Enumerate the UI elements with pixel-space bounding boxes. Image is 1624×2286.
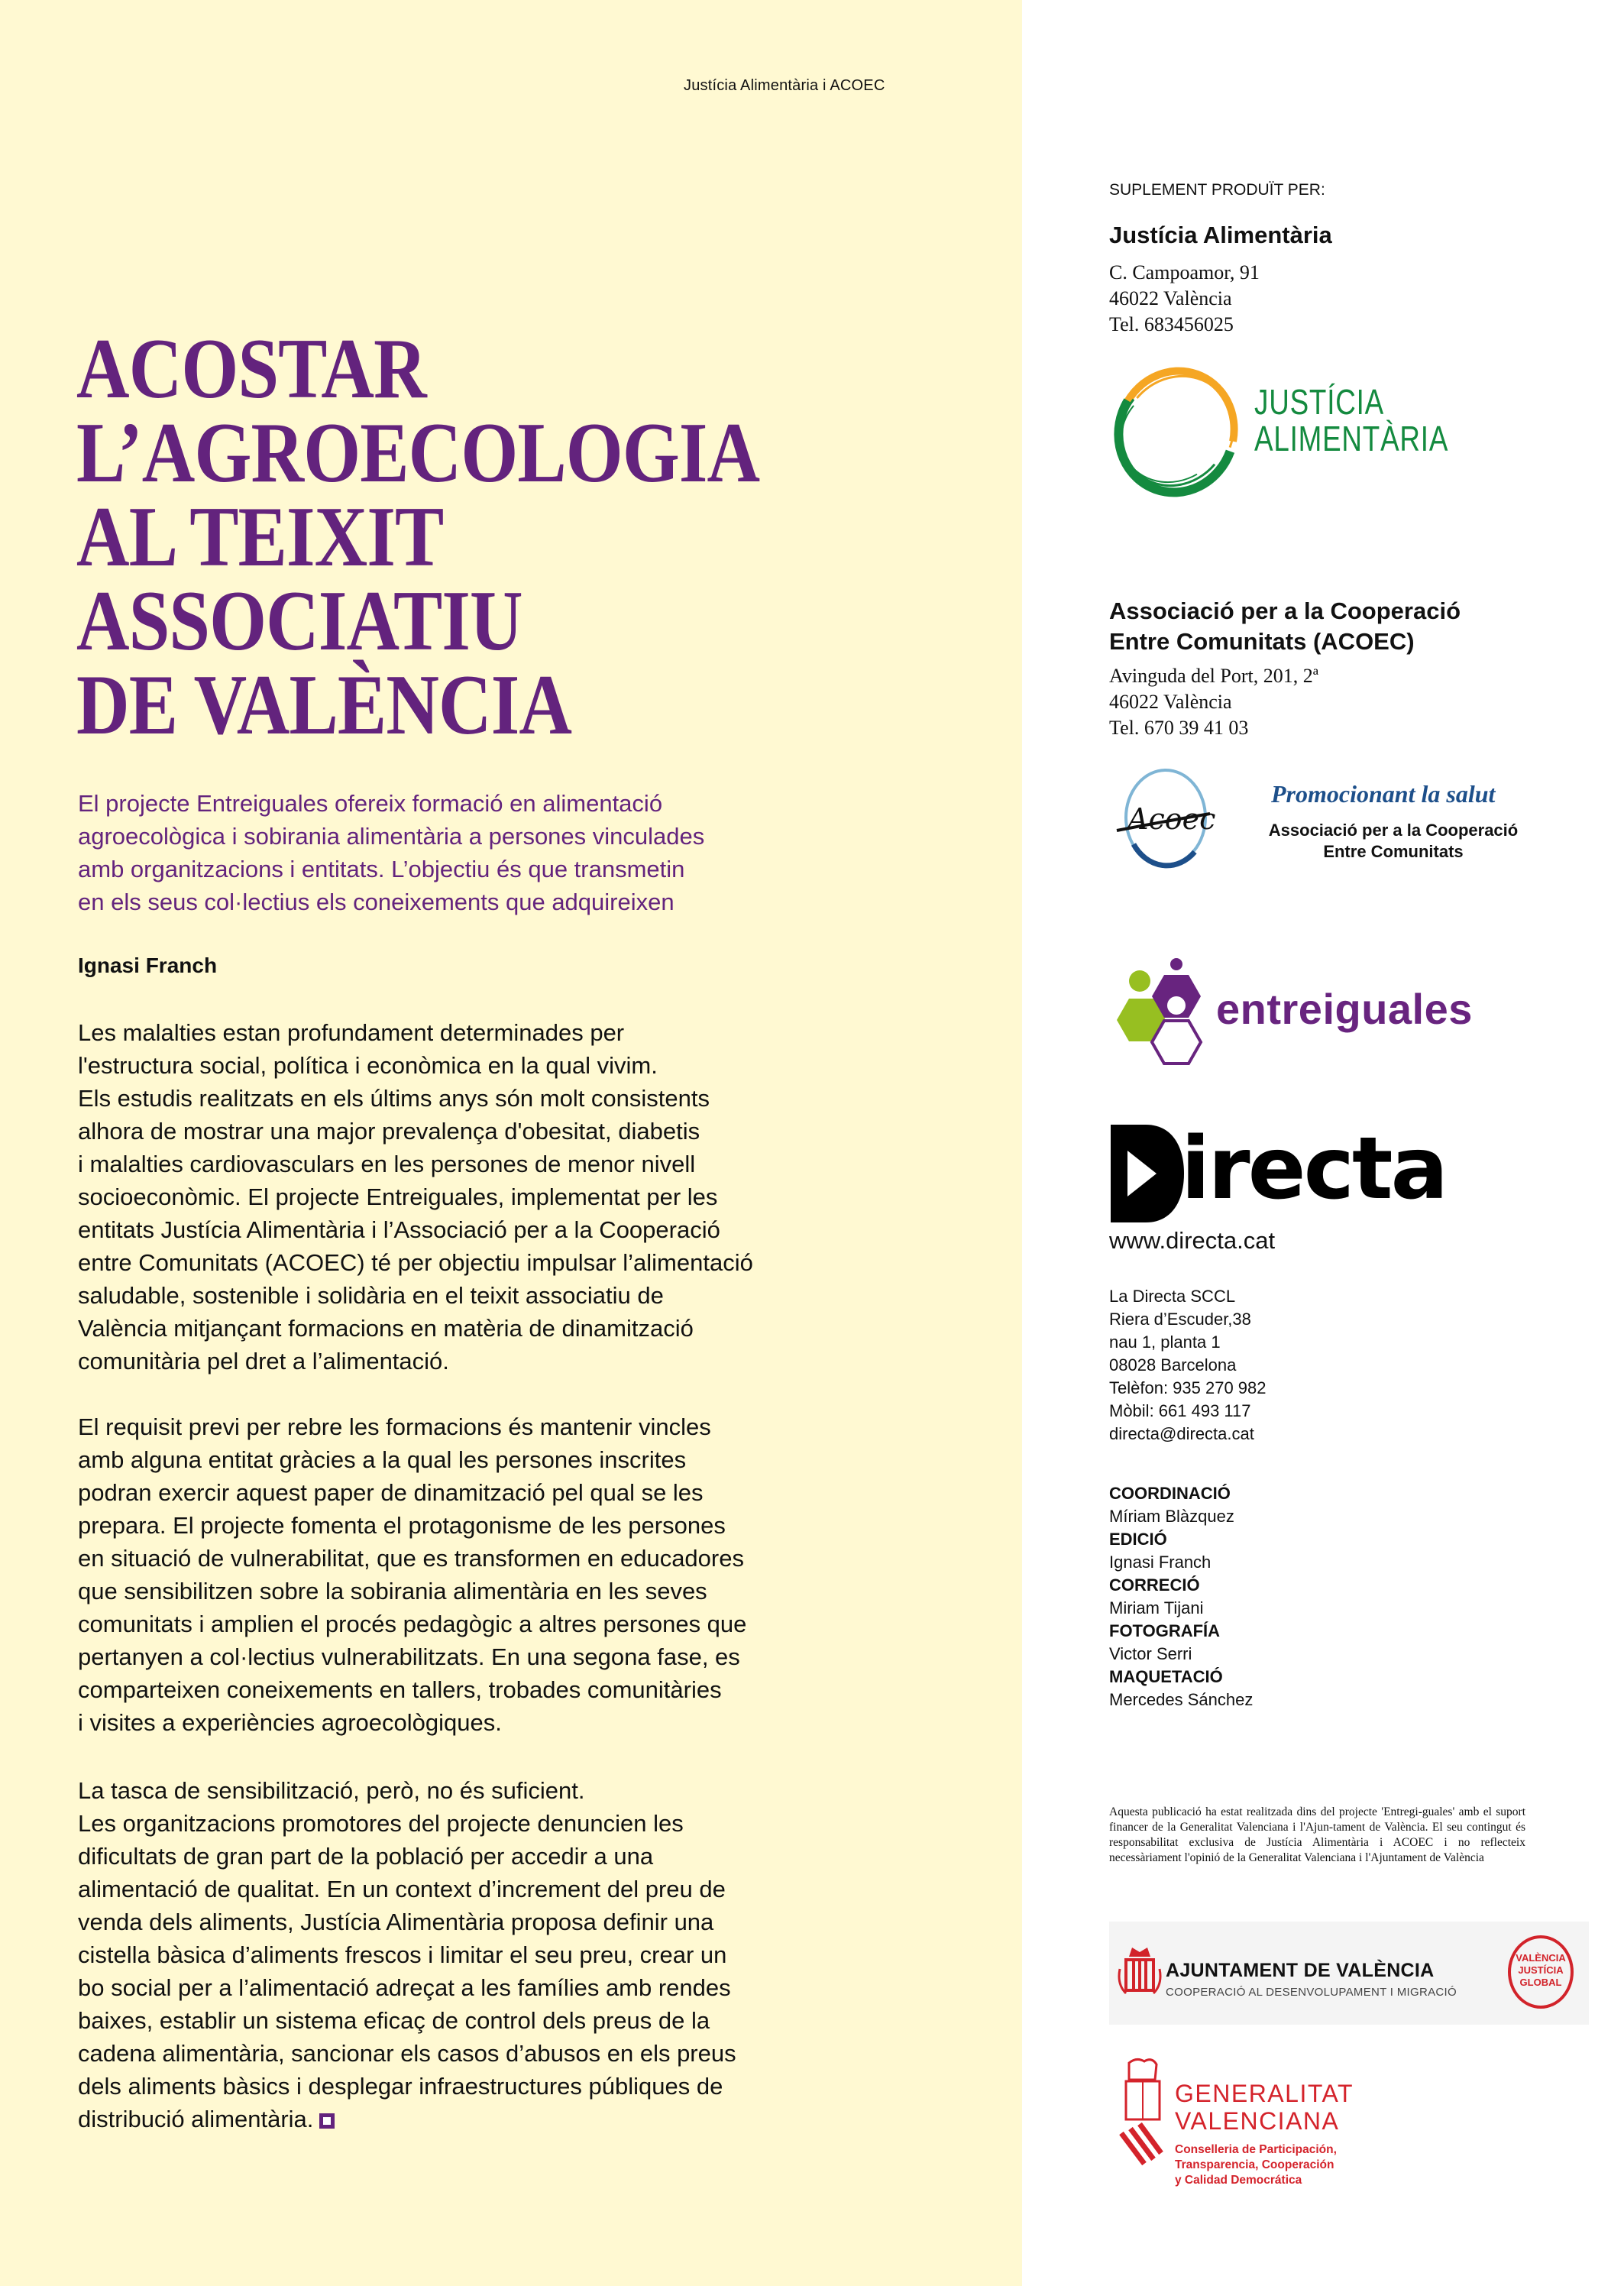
article-lead: [78, 787, 918, 918]
svg-text:Acoec: Acoec: [1127, 802, 1216, 836]
body-line: Les organitzacions promotores del projecte denuncien les: [78, 1810, 684, 1837]
body-line: alhora de mostrar una major prevalença d'obesitat, diabetis: [78, 1118, 700, 1145]
contact-line: La Directa SCCL: [1109, 1287, 1236, 1306]
body-line: socioeconòmic. El projecte Entreiguales, implementat per les: [78, 1183, 718, 1210]
ajuntament-title: AJUNTAMENT DE VALÈNCIA: [1166, 1960, 1435, 1981]
credit-person: Míriam Blàzquez: [1109, 1507, 1234, 1526]
end-of-article-square-icon: [319, 2113, 335, 2129]
stamp-line: JUSTÍCIA: [1518, 1964, 1564, 1976]
credit-role: CORRECIÓ: [1109, 1575, 1200, 1595]
body-line: baixes, establir un sistema eficaç de control dels preus de la: [78, 2007, 710, 2034]
body-line: distribució alimentària.: [78, 2106, 314, 2132]
body-line: i malalties cardiovasculars en les persones de menor nivell: [78, 1151, 696, 1177]
org-name-line: Associació per a la Cooperació: [1109, 597, 1461, 624]
logo-text-line: Entre Comunitats: [1323, 842, 1464, 861]
body-line: Les malalties estan profundament determinades per: [78, 1019, 625, 1046]
credit-role: MAQUETACIÓ: [1109, 1667, 1223, 1686]
article-headline: [76, 322, 865, 753]
lead-line: en els seus col·lectius els coneixements que adquireixen: [78, 889, 675, 915]
stamp-line: GLOBAL: [1519, 1977, 1562, 1988]
logo-text-line: GENERALITAT: [1175, 2080, 1354, 2107]
address-line: Tel. 670 39 41 03: [1109, 717, 1249, 739]
body-line: podran exercir aquest paper de dinamització pel qual se les: [78, 1479, 704, 1506]
generalitat-subtitle: [1175, 2142, 1337, 2188]
address-line: C. Campoamor, 91: [1109, 261, 1260, 283]
headline-line: ASSOCIATIU: [76, 574, 522, 669]
org-acoec-address: [1109, 663, 1318, 741]
entreiguales-logo: [1109, 947, 1476, 1077]
contact-email-link[interactable]: directa@directa.cat: [1109, 1424, 1254, 1443]
credit-person: Victor Serri: [1109, 1644, 1192, 1663]
logo-text-line: ALIMENTÀRIA: [1254, 419, 1449, 458]
headline-line: ACOSTAR: [76, 322, 426, 416]
address-line: 46022 València: [1109, 287, 1232, 309]
logo-text-line: Conselleria de Participación,: [1175, 2143, 1337, 2156]
contact-line: 08028 Barcelona: [1109, 1355, 1237, 1375]
body-line: La tasca de sensibilització, però, no és suficient.: [78, 1777, 585, 1804]
address-line: Tel. 683456025: [1109, 313, 1234, 335]
lead-line: agroecològica i sobirania alimentària a persones vinculades: [78, 823, 705, 850]
body-line: cadena alimentària, sancionar els casos d’abusos en els preus: [78, 2040, 736, 2067]
body-line: dificultats de gran part de la població per accedir a una: [78, 1843, 654, 1870]
generalitat-shield-icon: [1114, 2057, 1175, 2171]
org-name-line: Entre Comunitats (ACOEC): [1109, 628, 1415, 655]
valencia-coat-of-arms-icon: [1117, 1938, 1163, 2007]
headline-line: DE VALÈNCIA: [76, 658, 572, 753]
body-line: cistella bàsica d’aliments frescos i limitar el seu preu, crear un: [78, 1941, 727, 1968]
body-line: en situació de vulnerabilitat, que es transformen en educadores: [78, 1545, 744, 1572]
address-line: Avinguda del Port, 201, 2ª: [1109, 665, 1318, 687]
body-line: i visites a experiències agroecològiques.: [78, 1709, 502, 1736]
author-byline: Ignasi Franch: [78, 954, 218, 977]
generalitat-title: [1175, 2080, 1354, 2135]
body-line: Els estudis realitzats en els últims anys són molt consistents: [78, 1085, 710, 1112]
body-line: prepara. El projecte fomenta el protagonisme de les persones: [78, 1512, 726, 1539]
play-triangle-d-icon: [1109, 1123, 1186, 1224]
generalitat-valenciana-logo: [1109, 2040, 1399, 2193]
logo-text-line: VALENCIANA: [1175, 2107, 1340, 2135]
credit-role: EDICIÓ: [1109, 1530, 1167, 1549]
stamp-line: VALÈNCIA: [1516, 1952, 1566, 1964]
entreiguales-wordmark: entreiguales: [1216, 985, 1473, 1033]
credit-person: Miriam Tijani: [1109, 1598, 1204, 1617]
hexagon-people-icon: [1109, 947, 1208, 1077]
contact-line: Riera d’Escuder,38: [1109, 1310, 1251, 1329]
body-line-last: [78, 2103, 941, 2135]
logo-text-line: Associació per a la Cooperació: [1268, 821, 1519, 840]
body-paragraph-3: [78, 1774, 941, 2135]
directa-wordmark: irecta: [1181, 1119, 1447, 1219]
logo-text-line: y Calidad Democrática: [1175, 2174, 1302, 2187]
body-line: comunitària pel dret a l’alimentació.: [78, 1348, 449, 1375]
contact-line: Telèfon: 935 270 982: [1109, 1378, 1267, 1397]
credits-list: [1109, 1482, 1253, 1711]
body-paragraph-2: [78, 1410, 941, 1739]
body-line: El requisit previ per rebre les formacions és mantenir vincles: [78, 1413, 711, 1440]
body-line: comparteixen coneixements en tallers, trobades comunitàries: [78, 1676, 722, 1703]
justicia-alimentaria-logo: [1108, 359, 1474, 504]
body-line: alimentació de qualitat. En un context d’increment del preu de: [78, 1876, 726, 1902]
logo-text-line: JUSTÍCIA: [1254, 382, 1384, 422]
directa-logo: [1109, 1119, 1447, 1276]
body-line: pertanyen a col·lectius vulnerabilitzats. En una segona fase, es: [78, 1643, 740, 1670]
acoec-logo-name: [1233, 820, 1554, 863]
directa-url-link[interactable]: www.directa.cat: [1109, 1227, 1276, 1254]
running-header: Justícia Alimentària i ACOEC: [684, 77, 885, 94]
acoec-circle-signature-icon: [1111, 760, 1233, 875]
credit-role: COORDINACIÓ: [1109, 1484, 1231, 1503]
body-line: bo social per a l’alimentació adreçat a les famílies amb rendes: [78, 1974, 731, 2001]
body-paragraph-1: [78, 1016, 941, 1378]
headline-line: L’AGROECOLOGIA: [76, 406, 760, 500]
body-line: València mitjançant formacions en matèria de dinamització: [78, 1315, 694, 1342]
org-name-line: Justícia Alimentària: [1109, 222, 1332, 248]
body-line: que sensibilitzen sobre la sobirania alimentària en les seves: [78, 1578, 707, 1604]
body-line: l'estructura social, política i econòmica en la qual vivim.: [78, 1052, 658, 1079]
address-line: 46022 València: [1109, 691, 1232, 713]
body-line: dels aliments bàsics i desplegar infraestructures públiques de: [78, 2073, 723, 2100]
body-line: amb alguna entitat gràcies a la qual les persones inscrites: [78, 1446, 687, 1473]
acoec-logo: [1105, 760, 1555, 875]
org-acoec-name: [1109, 596, 1461, 657]
org-justicia-address: [1109, 260, 1260, 338]
directa-contact: [1109, 1285, 1267, 1446]
body-line: saludable, sostenible i solidària en el teixit associatiu de: [78, 1282, 664, 1309]
contact-line: Mòbil: 661 493 117: [1109, 1401, 1251, 1420]
funding-disclaimer: Aquesta publicació ha estat realitzada dins del projecte 'Entregi-guales' amb el suport financer de la Generalitat Valenciana i l'Ajun-tament de València. El seu contingut és responsabilitat exclusiva de Justícia Alimentària i ACOEC i no reflecteix necessàriament l'opinió de la Generalitat Valenciana i l'Ajuntament de València: [1109, 1805, 1525, 1864]
justicia-logo-wordmark: [1254, 384, 1448, 457]
headline-line: AL TEIXIT: [76, 490, 444, 584]
body-line: entre Comunitats (ACOEC) té per objectiu impulsar l’alimentació: [78, 1249, 753, 1276]
credit-person: Mercedes Sánchez: [1109, 1690, 1254, 1709]
credit-person: Ignasi Franch: [1109, 1553, 1212, 1572]
ajuntament-subtitle: COOPERACIÓ AL DESENVOLUPAMENT I MIGRACIÓ: [1166, 1986, 1457, 1999]
produced-by-label: SUPLEMENT PRODUÏT PER:: [1109, 181, 1325, 199]
ajuntament-valencia-logo: [1109, 1922, 1589, 2025]
body-line: comunitats i amplien el procés pedagògic a altres persones que: [78, 1611, 747, 1637]
acoec-slogan: Promocionant la salut: [1271, 780, 1496, 808]
lead-line: El projecte Entreiguales ofereix formació en alimentació: [78, 790, 663, 817]
credit-role: FOTOGRAFÍA: [1109, 1621, 1221, 1640]
body-line: venda dels aliments, Justícia Alimentària proposa definir una: [78, 1909, 714, 1935]
contact-line: nau 1, planta 1: [1109, 1332, 1221, 1352]
body-line: entitats Justícia Alimentària i l’Associació per a la Cooperació: [78, 1216, 720, 1243]
logo-text-line: Transparencia, Cooperación: [1175, 2158, 1334, 2171]
org-justicia-name: [1109, 220, 1332, 251]
lead-line: amb organitzacions i entitats. L’objectiu és que transmetin: [78, 856, 685, 882]
valencia-justicia-global-stamp-icon: [1508, 1935, 1574, 2009]
circular-brush-ring-icon: [1108, 359, 1245, 504]
